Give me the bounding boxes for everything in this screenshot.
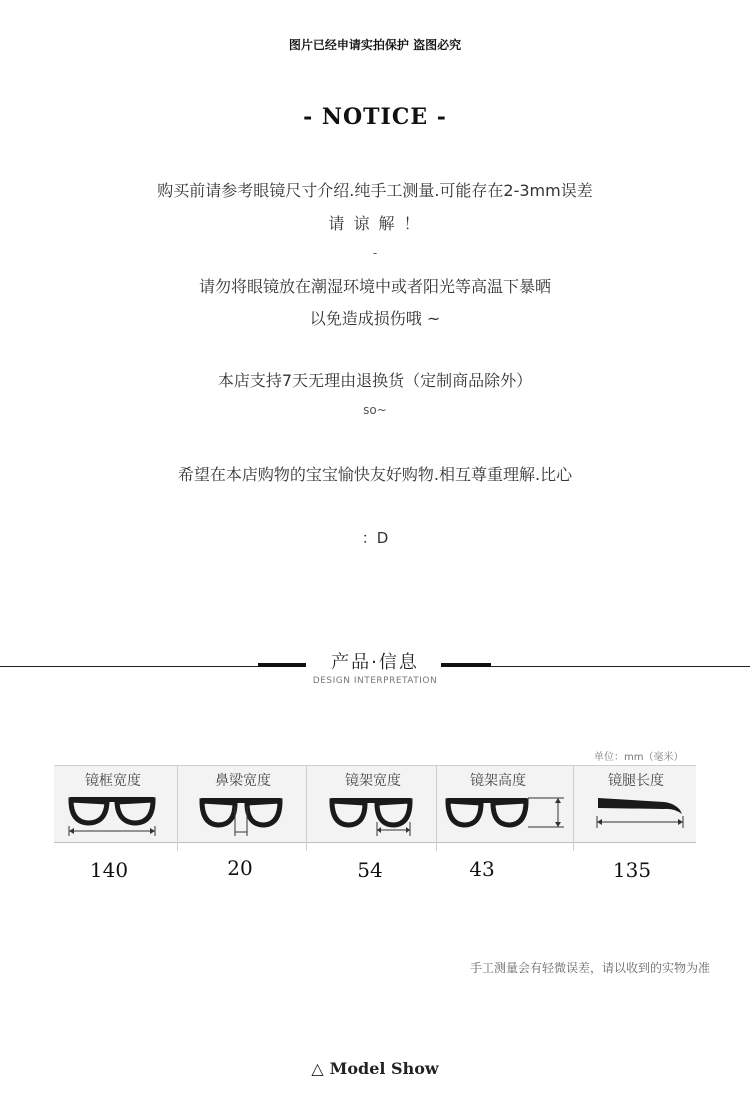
section-subtitle: DESIGN INTERPRETATION	[312, 676, 438, 686]
unit-label: 单位：mm（毫米）	[594, 752, 684, 763]
notice-line-storage: 请勿将眼镜放在潮湿环境中或者阳光等高温下暴晒	[198, 277, 551, 296]
notice-line-smile: ：D	[361, 529, 389, 547]
measure-note: 手工测量会有轻微误差，请以收到的实物为准	[469, 961, 710, 975]
model-show-label: Model Show	[329, 1059, 439, 1078]
spec-divider	[177, 765, 178, 851]
spec-value-frame-width: 140	[89, 858, 129, 882]
lens-height-icon	[444, 792, 566, 836]
spec-table-top-border	[54, 765, 696, 766]
spec-value-bridge-width: 20	[227, 856, 253, 880]
spec-label-lens-width: 镜架宽度	[345, 773, 401, 789]
notice-line-understand: 请 谅 解 ！	[328, 214, 422, 233]
spec-value-lens-height: 43	[469, 857, 495, 881]
notice-line-wish: 希望在本店购物的宝宝愉快友好购物.相互尊重理解.比心	[177, 465, 573, 484]
spec-value-lens-width: 54	[357, 858, 383, 882]
triangle-icon: △	[311, 1059, 324, 1078]
spec-table-bottom-border	[54, 842, 696, 843]
spec-label-bridge-width: 鼻梁宽度	[215, 773, 271, 789]
notice-title: - NOTICE -	[303, 104, 447, 130]
notice-line-dash: -	[372, 246, 378, 260]
section-title: 产品·信息	[331, 652, 419, 673]
notice-line-so: so~	[363, 403, 387, 417]
notice-line-measure: 购买前请参考眼镜尺寸介绍.纯手工测量.可能存在2-3mm误差	[157, 181, 593, 200]
spec-value-temple-length: 135	[612, 858, 652, 882]
spec-label-lens-height: 镜架高度	[470, 773, 526, 789]
temple-length-icon	[594, 792, 686, 836]
protection-note: 图片已经申请实拍保护 盗图必究	[288, 38, 462, 52]
bridge-width-icon	[198, 792, 284, 836]
notice-line-damage: 以免造成损伤哦 ~	[309, 309, 441, 328]
spec-label-frame-width: 镜框宽度	[85, 773, 141, 789]
frame-width-icon	[66, 792, 158, 836]
model-show-heading	[0, 1059, 750, 1078]
spec-label-temple-length: 镜腿长度	[608, 773, 664, 789]
notice-line-return: 本店支持7天无理由退换货（定制商品除外）	[217, 371, 533, 390]
lens-width-icon	[328, 792, 414, 836]
